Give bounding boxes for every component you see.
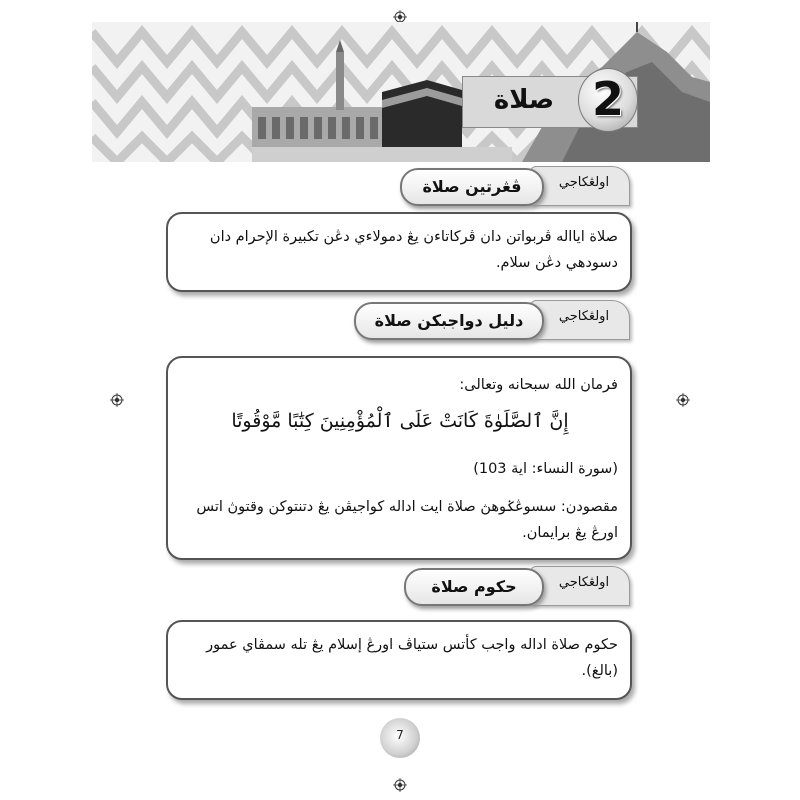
page-number: 7 — [380, 718, 420, 758]
quran-verse: إِنَّ ٱلصَّلَوٰةَ كَانَتْ عَلَى ٱلْمُؤْمِنِينَ كِتَٰبًا مَّوْقُوتًا — [231, 410, 569, 432]
section-heading: حكوم صلاة — [404, 568, 544, 606]
registration-mark-icon — [393, 778, 407, 792]
registration-mark-icon — [676, 393, 690, 407]
section-tab-label: اولڠكاجي — [558, 175, 610, 190]
section-tab-label: اولڠكاجي — [558, 309, 610, 324]
chapter-number: 2 — [591, 72, 624, 126]
chapter-number-badge — [578, 68, 638, 132]
section-body: حكوم صلاة اداله واجب كأتس ستياڤ اورڠ إسلام يڠ تله سمڤاي عمور (بالغ). — [206, 637, 618, 679]
section-heading: ڤڠرتين صلاة — [400, 168, 544, 206]
registration-mark-icon — [110, 393, 124, 407]
section-intro: فرمان الله سبحانه وتعالى: — [459, 377, 618, 393]
chapter-title: صلاة — [493, 85, 555, 115]
section-body: صلاة ايااله ڤربواتن دان ڤركاتاءن يڠ دمولاءي دڠن تكبيرة الإحرام دان دسودهي دڠن سلام. — [209, 229, 618, 271]
verse-meaning: مقصودن: سسوڠݢوهڽ صلاة ايت اداله كواجيڤن يڠ دتنتوكن وقتوڽ اتس اورڠ يڠ برايمان. — [196, 499, 618, 541]
section-heading: دليل دواجبكن صلاة — [354, 302, 544, 340]
verse-reference: (سورة النساء: اية 103) — [473, 461, 618, 477]
section-tab-label: اولڠكاجي — [558, 575, 610, 590]
